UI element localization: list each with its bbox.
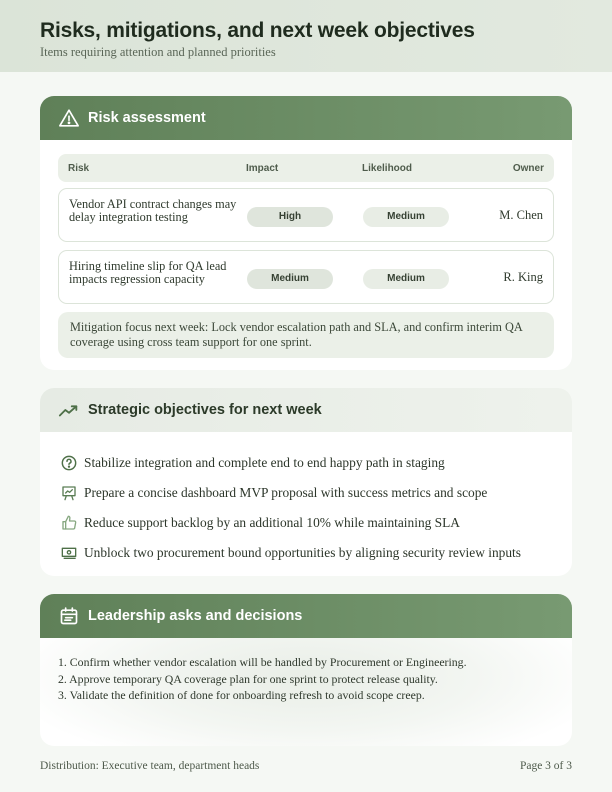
objective-text: Reduce support backlog by an additional 10% while maintaining SLA	[84, 515, 460, 530]
risk-owner: R. King	[503, 269, 543, 284]
table-row	[58, 188, 554, 242]
objective-text: Stabilize integration and complete end to end happy path in staging	[84, 455, 445, 470]
objective-item	[60, 448, 556, 478]
leadership-title: Leadership asks and decisions	[88, 608, 303, 624]
page-number: Page 3 of 3	[519, 760, 572, 772]
objective-text: Unblock two procurement bound opportunities by aligning security review inputs	[84, 545, 521, 560]
risk-assessment-title: Risk assessment	[88, 110, 206, 126]
objectives-title: Strategic objectives for next week	[88, 402, 322, 418]
leadership-header	[40, 594, 572, 638]
presentation-chart-icon	[60, 484, 78, 502]
mitigation-note: Mitigation focus next week: Lock vendor escalation path and SLA, and confirm interim QA coverage using cross team support for one sprint.	[58, 312, 554, 358]
objective-item	[60, 508, 556, 538]
column-header-owner: Owner	[512, 162, 544, 174]
table-row	[58, 250, 554, 304]
distribution-note: Distribution: Executive team, department heads	[40, 760, 260, 772]
objective-item	[60, 538, 556, 568]
impact-badge: High	[247, 207, 333, 227]
calendar-icon	[58, 605, 80, 627]
impact-badge: Medium	[247, 269, 333, 289]
objectives-header	[40, 388, 572, 432]
column-header-impact: Impact	[246, 162, 279, 174]
objectives-card	[40, 388, 572, 576]
leadership-ask-item: 3. Validate the definition of done for onboarding refresh to avoid scope creep.	[58, 688, 425, 702]
question-circle-icon	[60, 454, 78, 472]
risk-assessment-header	[40, 96, 572, 140]
thumbs-up-icon	[60, 514, 78, 532]
page-footer	[40, 760, 572, 772]
risk-description: Vendor API contract changes may delay integration testing	[69, 197, 237, 224]
column-header-likelihood: Likelihood	[362, 162, 412, 174]
objective-item	[60, 478, 556, 508]
objective-text: Prepare a concise dashboard MVP proposal with success metrics and scope	[84, 485, 488, 500]
leadership-ask-item: 1. Confirm whether vendor escalation will be handled by Procurement or Engineering.	[58, 655, 467, 669]
page-subtitle: Items requiring attention and planned priorities	[40, 45, 276, 59]
page-header	[0, 0, 612, 72]
warning-triangle-icon	[58, 107, 80, 129]
likelihood-badge: Medium	[363, 269, 449, 289]
column-header-risk: Risk	[68, 162, 90, 174]
leadership-ask-item: 2. Approve temporary QA coverage plan for one sprint to protect release quality.	[58, 671, 438, 686]
risk-assessment-card	[40, 96, 572, 370]
money-icon	[60, 544, 78, 562]
likelihood-badge: Medium	[363, 207, 449, 227]
trending-up-icon	[58, 399, 80, 421]
risk-owner: M. Chen	[499, 207, 543, 222]
risk-description: Hiring timeline slip for QA lead impacts regression capacity	[69, 259, 227, 286]
risk-table-header	[58, 154, 554, 182]
page-title: Risks, mitigations, and next week objectives	[40, 19, 475, 42]
leadership-card	[40, 594, 572, 746]
